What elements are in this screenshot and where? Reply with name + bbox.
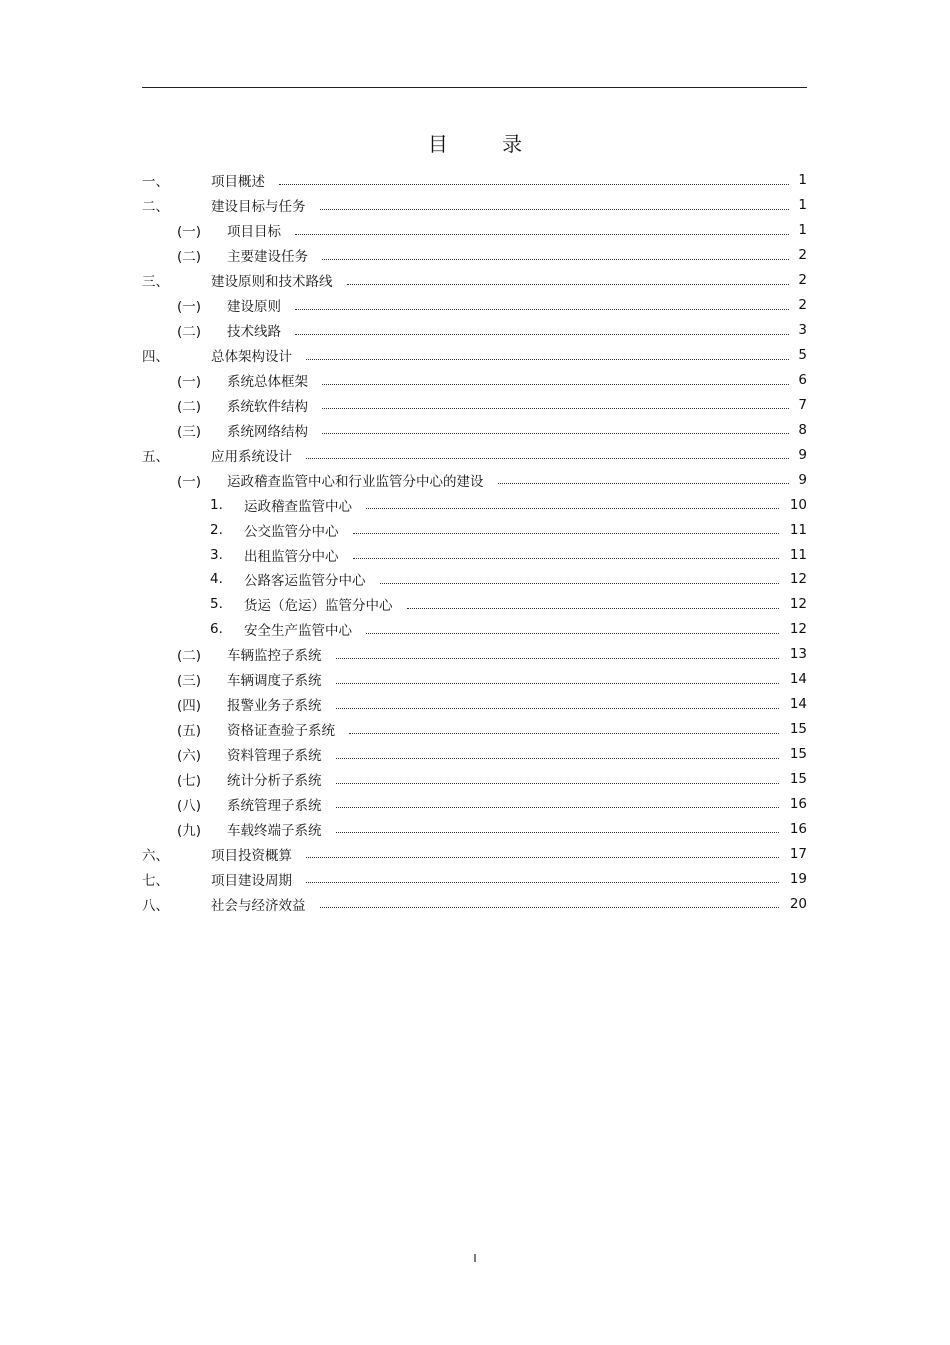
toc-leader-dots [295, 308, 789, 310]
table-of-contents [142, 168, 807, 916]
toc-leader-dots [322, 258, 789, 260]
toc-entry-label: 公交监管分中心 [244, 523, 339, 540]
toc-entry-page: 14 [789, 671, 807, 688]
toc-entry-label: 建设原则和技术路线 [211, 274, 333, 291]
toc-entry[interactable] [142, 891, 807, 916]
toc-entry[interactable] [142, 417, 807, 442]
toc-entry-number: 5. [210, 596, 223, 613]
toc-entry-page: 1 [798, 222, 807, 239]
toc-entry-label: 运政稽查监管中心 [244, 498, 352, 515]
toc-entry-page: 1 [798, 172, 807, 189]
toc-entry-page: 9 [798, 446, 807, 463]
toc-entry[interactable] [142, 293, 807, 318]
toc-entry[interactable] [142, 742, 807, 767]
header-rule [142, 87, 807, 88]
toc-entry[interactable] [142, 218, 807, 243]
toc-leader-dots [349, 732, 779, 734]
toc-entry-page: 8 [798, 421, 807, 438]
toc-entry-page: 2 [798, 272, 807, 289]
toc-leader-dots [322, 432, 789, 434]
toc-entry-page: 15 [789, 770, 807, 787]
toc-leader-dots [336, 682, 780, 684]
toc-leader-dots [320, 906, 780, 908]
toc-entry-label: 公路客运监管分中心 [244, 573, 366, 590]
toc-entry[interactable] [142, 492, 807, 517]
toc-leader-dots [336, 657, 780, 659]
toc-leader-dots [306, 881, 779, 883]
toc-entry[interactable] [142, 717, 807, 742]
toc-entry-number: (一) [177, 224, 202, 241]
toc-leader-dots [295, 233, 789, 235]
toc-entry-number: 二、 [142, 199, 169, 216]
toc-entry-label: 项目投资概算 [211, 847, 292, 864]
toc-entry-label: 报警业务子系统 [227, 698, 322, 715]
toc-entry-label: 项目目标 [227, 224, 281, 241]
toc-entry-label: 车载终端子系统 [227, 822, 322, 839]
toc-entry-label: 总体架构设计 [211, 349, 292, 366]
toc-entry[interactable] [142, 392, 807, 417]
toc-entry-page: 20 [789, 895, 807, 912]
toc-leader-dots [366, 507, 779, 509]
page-number-footer: I [473, 1252, 477, 1265]
toc-entry[interactable] [142, 841, 807, 866]
toc-entry-label: 安全生产监管中心 [244, 623, 352, 640]
toc-entry-number: (九) [177, 822, 202, 839]
toc-entry-page: 6 [798, 371, 807, 388]
toc-leader-dots [295, 333, 789, 335]
toc-leader-dots [320, 208, 790, 210]
toc-entry[interactable] [142, 467, 807, 492]
toc-entry-page: 17 [789, 845, 807, 862]
toc-leader-dots [336, 757, 780, 759]
toc-entry-number: (七) [177, 772, 202, 789]
toc-entry-number: 八、 [142, 897, 169, 914]
toc-entry-page: 11 [789, 521, 807, 538]
toc-entry[interactable] [142, 592, 807, 617]
toc-entry-page: 10 [789, 496, 807, 513]
toc-entry-page: 11 [789, 546, 807, 563]
toc-entry-label: 系统软件结构 [227, 398, 308, 415]
toc-entry-label: 货运（危运）监管分中心 [244, 598, 393, 615]
toc-entry-number: (八) [177, 797, 202, 814]
toc-entry[interactable] [142, 368, 807, 393]
toc-entry[interactable] [142, 442, 807, 467]
toc-entry-page: 9 [798, 471, 807, 488]
toc-entry-label: 资料管理子系统 [227, 748, 322, 765]
toc-entry-label: 建设原则 [227, 299, 281, 316]
toc-entry-label: 主要建设任务 [227, 249, 308, 266]
toc-entry-label: 资格证查验子系统 [227, 723, 335, 740]
toc-entry-number: (一) [177, 299, 202, 316]
toc-entry-page: 16 [789, 795, 807, 812]
toc-entry[interactable] [142, 642, 807, 667]
toc-leader-dots [336, 806, 780, 808]
toc-leader-dots [380, 582, 780, 584]
toc-leader-dots [353, 532, 780, 534]
toc-entry-number: (二) [177, 249, 202, 266]
toc-entry-page: 15 [789, 721, 807, 738]
toc-entry[interactable] [142, 567, 807, 592]
toc-entry-number: (二) [177, 398, 202, 415]
toc-entry[interactable] [142, 318, 807, 343]
toc-leader-dots [498, 482, 790, 484]
toc-entry[interactable] [142, 243, 807, 268]
toc-entry-label: 项目概述 [211, 174, 265, 191]
toc-entry-page: 2 [798, 247, 807, 264]
toc-entry-number: 2. [210, 521, 223, 538]
toc-entry-number: (四) [177, 698, 202, 715]
toc-entry-label: 应用系统设计 [211, 448, 292, 465]
toc-entry-page: 15 [789, 746, 807, 763]
toc-entry-number: 三、 [142, 274, 169, 291]
toc-entry-page: 12 [789, 596, 807, 613]
toc-entry-number: (一) [177, 473, 202, 490]
toc-entry-label: 出租监管分中心 [244, 548, 339, 565]
toc-entry-number: (五) [177, 723, 202, 740]
toc-leader-dots [336, 782, 780, 784]
toc-entry-number: (三) [177, 673, 202, 690]
toc-entry-label: 系统管理子系统 [227, 797, 322, 814]
toc-leader-dots [336, 831, 780, 833]
toc-entry[interactable] [142, 816, 807, 841]
toc-entry-number: (一) [177, 373, 202, 390]
toc-leader-dots [322, 383, 789, 385]
toc-entry-number: 4. [210, 571, 223, 588]
toc-entry[interactable] [142, 268, 807, 293]
toc-entry-page: 3 [798, 322, 807, 339]
toc-entry-page: 1 [798, 197, 807, 214]
toc-entry-page: 14 [789, 696, 807, 713]
toc-leader-dots [306, 358, 789, 360]
toc-entry-number: (二) [177, 324, 202, 341]
toc-entry-page: 12 [789, 621, 807, 638]
toc-entry[interactable] [142, 866, 807, 891]
toc-entry[interactable] [142, 692, 807, 717]
toc-leader-dots [306, 856, 779, 858]
toc-entry-number: 1. [210, 496, 223, 513]
toc-entry-label: 系统总体框架 [227, 373, 308, 390]
toc-entry[interactable] [142, 767, 807, 792]
toc-leader-dots [347, 283, 790, 285]
toc-leader-dots [306, 457, 789, 459]
toc-entry-label: 统计分析子系统 [227, 772, 322, 789]
toc-entry[interactable] [142, 517, 807, 542]
toc-entry-label: 建设目标与任务 [211, 199, 306, 216]
toc-entry[interactable] [142, 667, 807, 692]
toc-entry-number: (六) [177, 748, 202, 765]
toc-entry-label: 车辆监控子系统 [227, 648, 322, 665]
toc-entry-page: 5 [798, 347, 807, 364]
toc-entry-number: 七、 [142, 872, 169, 889]
toc-entry[interactable] [142, 791, 807, 816]
toc-entry-number: (二) [177, 648, 202, 665]
toc-entry-label: 技术线路 [227, 324, 281, 341]
toc-leader-dots [279, 183, 789, 185]
toc-leader-dots [353, 557, 780, 559]
toc-leader-dots [336, 707, 780, 709]
toc-entry-number: 6. [210, 621, 223, 638]
toc-entry-page: 19 [789, 870, 807, 887]
toc-leader-dots [366, 632, 779, 634]
toc-entry[interactable] [142, 343, 807, 368]
toc-entry[interactable] [142, 542, 807, 567]
toc-entry-label: 项目建设周期 [211, 872, 292, 889]
toc-entry[interactable] [142, 168, 807, 193]
toc-entry-page: 16 [789, 820, 807, 837]
toc-leader-dots [322, 407, 789, 409]
toc-entry-number: (三) [177, 423, 202, 440]
toc-entry-label: 系统网络结构 [227, 423, 308, 440]
toc-entry[interactable] [142, 193, 807, 218]
page-title: 目 录 [427, 132, 547, 156]
toc-entry-label: 运政稽查监管中心和行业监管分中心的建设 [227, 473, 484, 490]
toc-entry-number: 3. [210, 546, 223, 563]
toc-entry-label: 车辆调度子系统 [227, 673, 322, 690]
toc-entry-page: 12 [789, 571, 807, 588]
toc-entry[interactable] [142, 617, 807, 642]
toc-entry-label: 社会与经济效益 [211, 897, 306, 914]
toc-entry-page: 13 [789, 646, 807, 663]
toc-entry-number: 五、 [142, 448, 169, 465]
toc-entry-number: 四、 [142, 349, 169, 366]
toc-leader-dots [407, 607, 780, 609]
toc-entry-number: 一、 [142, 174, 169, 191]
toc-entry-page: 2 [798, 297, 807, 314]
toc-entry-number: 六、 [142, 847, 169, 864]
toc-entry-page: 7 [798, 396, 807, 413]
